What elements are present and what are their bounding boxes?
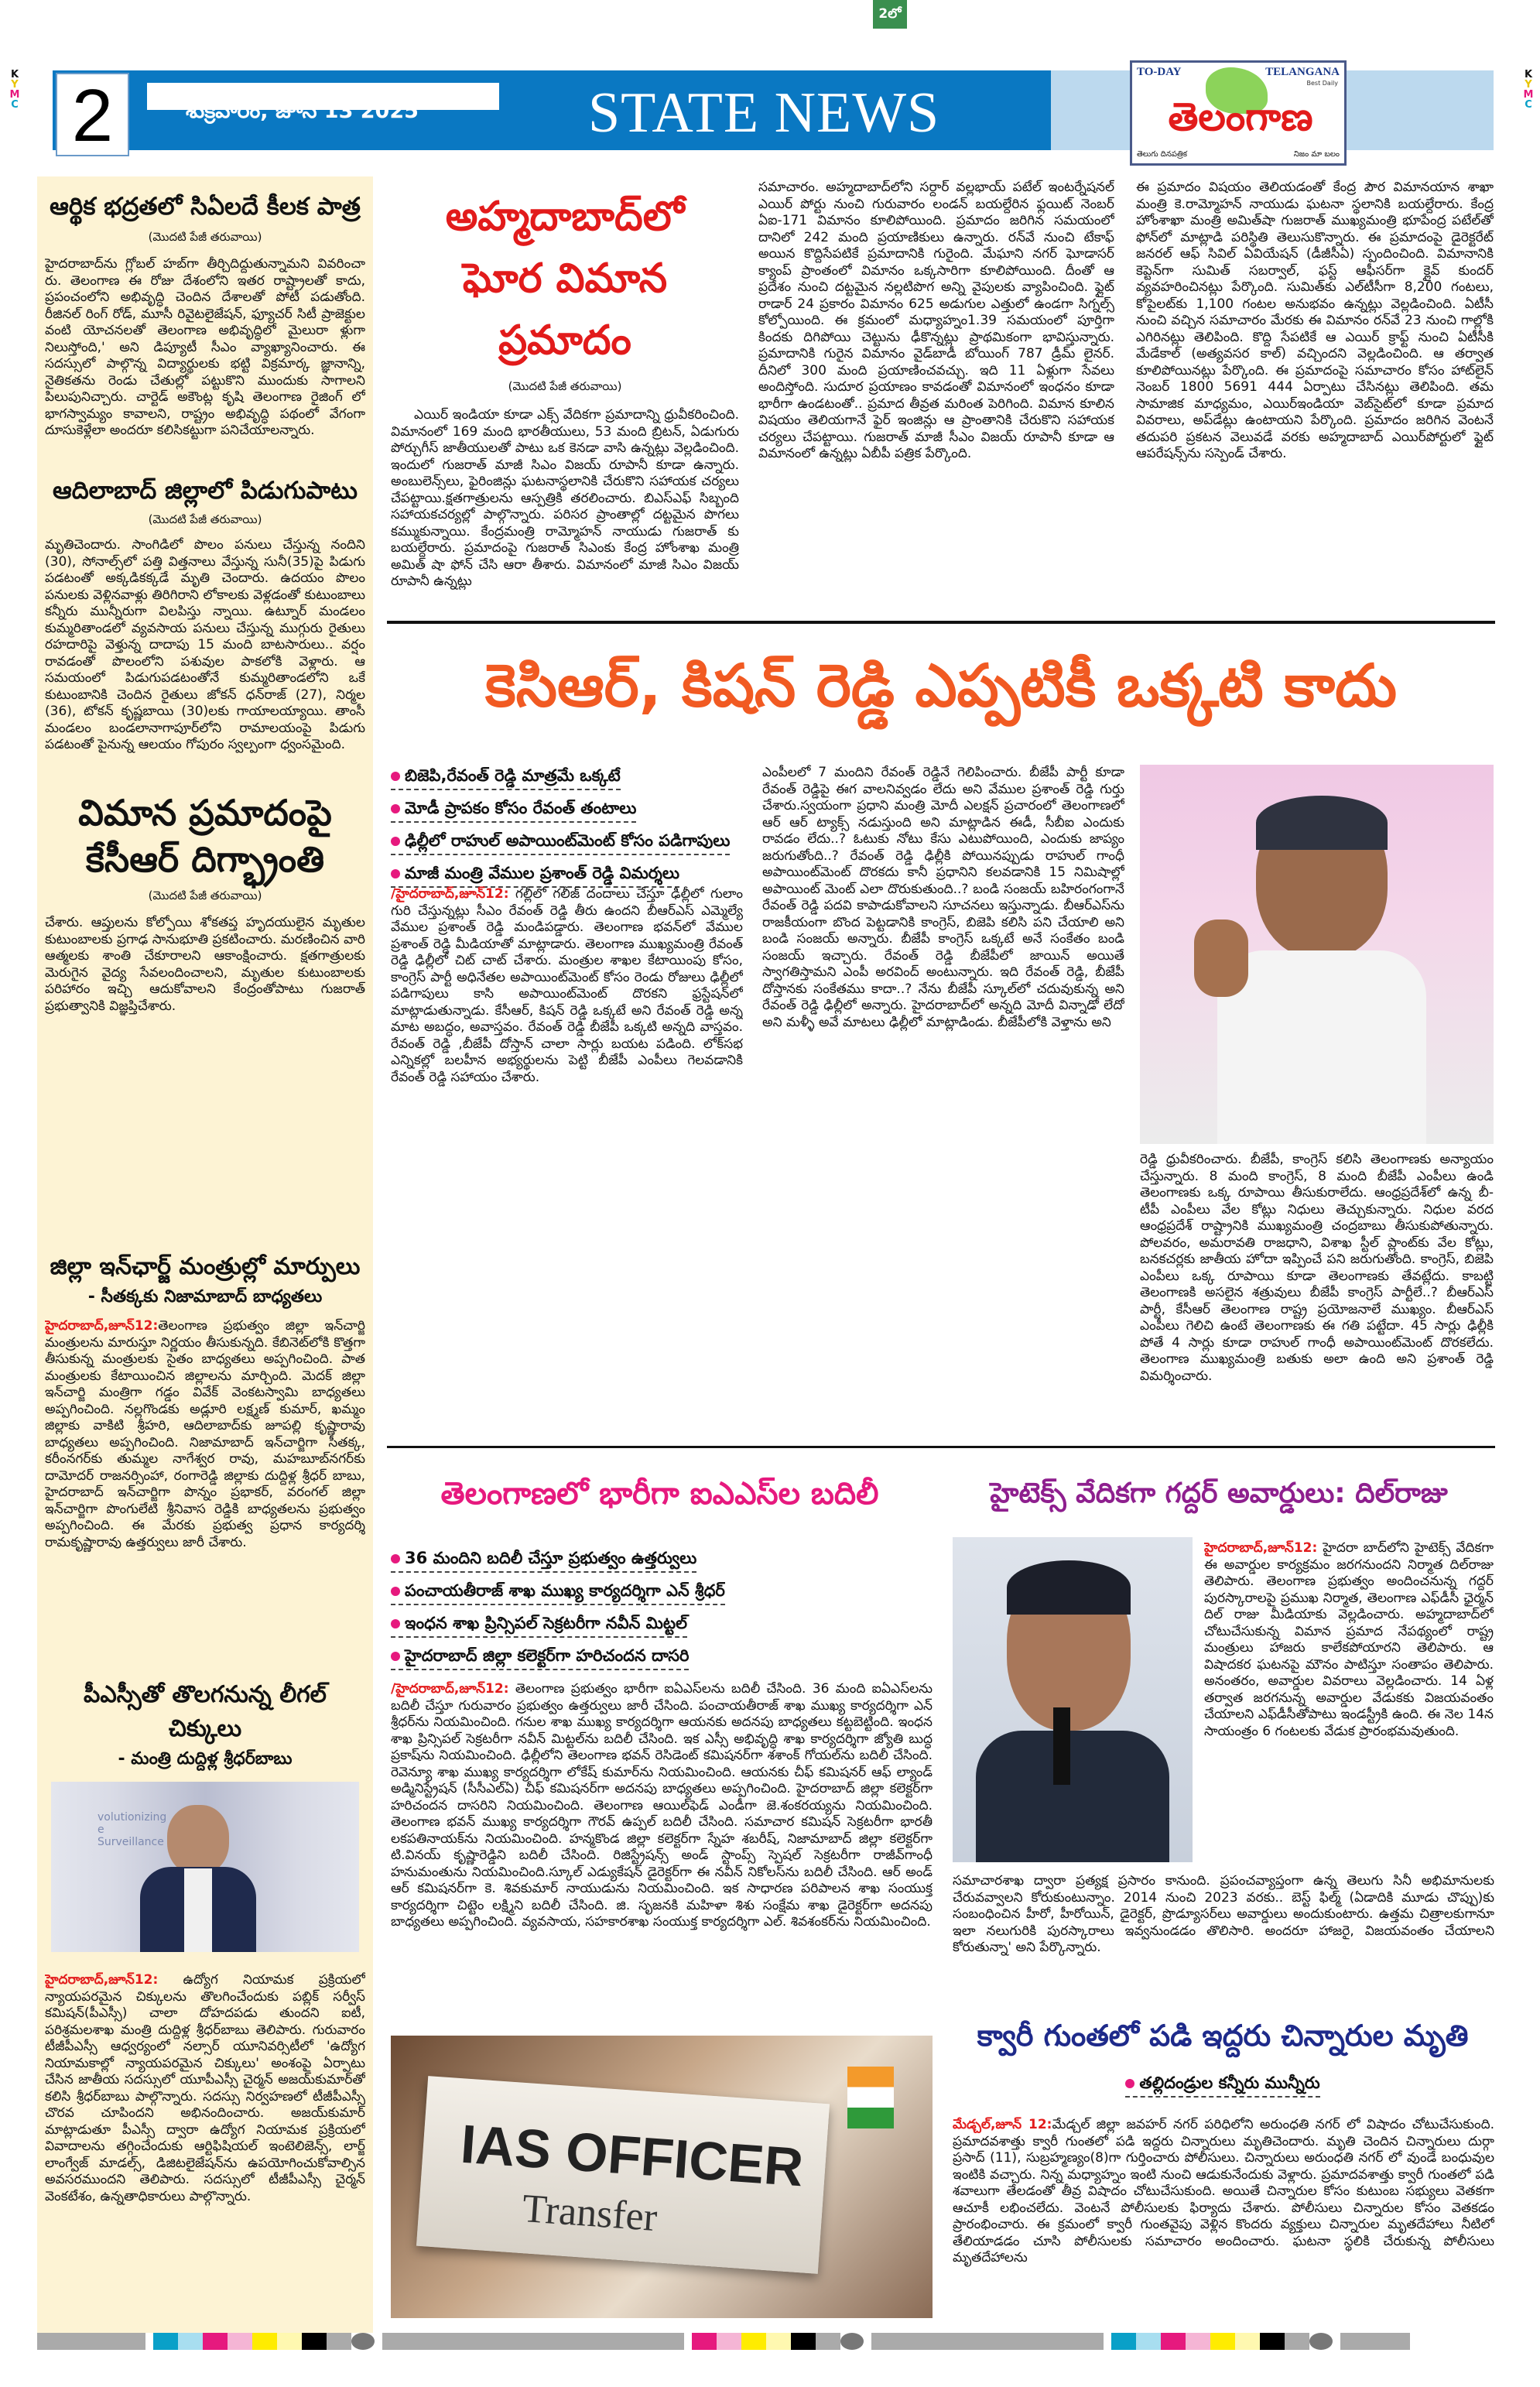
kcr-body-col1: /హైదరాబాద్,జూన్12: గల్లీలో గలీజ్ దందాలు చేస్తూ ఢిల్లీలో గులాం గురి చేస్తున్నట్లు సీఎం రేవంత్ రెడ్డి తీరు ఉందని బీఆర్ఎస్ ఎమ్మెల్యే వేముల ప్రశాంత్ రెడ్డి మండిపడ్డారు. తెలంగాణ భవన్‌లో వేముల ప్రశాంత్ రెడ్డి మీడియాతో మాట్లాడారు. తెలంగాణ ముఖ్యమంత్రి రేవంత్ రెడ్డి ఢిల్లీలో చిట్ చాట్ చేశారు. మంత్రుల శాఖల కేటాయింపు కోసం, కాంగ్రెస్ పార్టీ అధినేతల అపాయింట్‌మెంట్ కోసం రెండు రోజులు ఢిల్లీలో పడిగాపులు కాసి అపాయింట్‌మెంట్ దొరకని ఫ్రస్టేషన్‌లో మాట్లాడుతున్నాడు. కేసీఆర్, కిషన్ రెడ్డి ఒక్కటే అని రేవంత్ రెడ్డి అన్న మాట అబద్ధం, అవాస్తవం. రేవంత్ రెడ్డి బీజేపీ ఒక్కటి అన్నది వాస్తవం. రేవంత్ రెడ్డి ,బీజేపీ దోస్తాన్ చాలా సార్లు బయట పడింది. లోక్‌సభ ఎన్నికల్లో బలహీన అభ్యర్థులను పెట్టి బీజేపీ ఎంపీలు గెలవడానికి రేవంత్ రెడ్డి సహాయం చేశారు.: [391, 886, 743, 1085]
ias-bullets: [391, 1545, 933, 1675]
article-body: ఎయిర్ ఇండియా కూడా ఎక్స్ వేదికగా ప్రమాదాన్ని ధ్రువీకరించింది. విమానంలో 169 మంది భారతీయులు, 53 మంది బ్రిటన్, ఏడుగురు పోర్చుగీస్ జాతీయులతో పాటు ఒక కెనడా వాసి ఉన్నట్లు వెల్లడించింది. ఇందులో గుజరాత్ మాజీ సిఎం విజయ్ రూపానీ కూడా ఉన్నారు. అంబులెన్స్‌లు, ఫైరింజిన్లు ఘటనాస్థలానికి చేరుకొని సహాయక చర్యలు చేపట్టాయి.క్షతగాత్రులను ఆస్పత్రికి తరలించారు. బిఎస్‌ఎఫ్ సిబ్బంది సహాయకచర్యల్లో పాల్గొన్నారు. పరిసర ప్రాంతాల్లో దట్టమైన పొగలు కమ్ముకున్నాయి. కేంద్రమంత్రి రామ్మోహన్ నాయుడు గుజరాత్ కు బయల్దేరారు. ప్రమాదంపై గుజరాత్ సిఎంకు కేంద్ర హోంశాఖ మంత్రి అమిత్ షా ఫోన్ చేసి ఆరా తీశారు. విమానంలో మాజీ సిఎం విజయ్ రూపానీ ఉన్నట్లు: [391, 407, 739, 589]
subheadline: - మంత్రి దుద్దిళ్ల శ్రీధర్‌బాబు: [118, 1749, 293, 1769]
article-body: తెలంగాణ ప్రభుత్వం జిల్లా ఇన్‌చార్జి మంత్రులను మారుస్తూ నిర్ణయం తీసుకున్నది. కేబినెట్‌లోకి కొత్తగా తీసుకున్న మంత్రులకు సైతం బాధ్యతలు అప్పగించింది. పాత మంత్రులకు కేటాయించిన జిల్లాలను మార్చింది. మెదక్ జిల్లా ఇన్‌చార్జి మంత్రిగా గడ్డం వివేక్ వెంకటస్వామి బాధ్యతలు అప్పగించింది. నల్లగొండకు అడ్లూరి లక్ష్మణ్ కుమార్, ఖమ్మం జిల్లాకు వాకిటి శ్రీహరి, ఆదిలాబాద్‌కు జూపల్లి కృష్ణారావు బాధ్యతలు అప్పగించింది. నిజామాబాద్ ఇన్‌చార్జిగా సీతక్క, కరీంనగర్‌కు తుమ్మల నాగేశ్వర రావు, మహబూబ్‌నగర్‌కు దామోదర్ రాజనర్సింహా, రంగారెడ్డి జిల్లాకు దుద్దిళ్ల శ్రీధర్ బాబు, హైదరాబాద్ ఇన్‌చార్జిగా పొన్నం ప్రభాకర్, వరంగల్ జిల్లా ఇన్‌చార్జిగా పొంగులేటి శ్రీనివాస రెడ్డికి బాధ్యతలను ప్రభుత్వం అప్పగించింది. ఈ మేరకు ప్రభుత్వ ప్రధాన కార్యదర్శి రామకృష్ణారావు ఉత్తర్వులు జారీ చేశారు.: [45, 1318, 365, 1550]
headline-gaddar-awards: హైటెక్స్ వేదికగా గద్దర్ అవార్డులు: దిల్‌రాజు: [990, 1478, 1448, 1509]
quarry-body: మేడ్చల్,జూన్ 12:మేడ్చల్ జిల్లా జవహర్ నగర్ పరిధిలోని అరుంధతి నగర్ లో విషాదం చోటుచేసుకుంది. ప్రమాదవశాత్తు క్వారీ గుంతలో పడి ఇద్దరు చిన్నారులు మృతిచెందారు. మృతి చెందిన చిన్నారులు దుర్గా ప్రసాద్ (11), సుబ్రహ్మణ్యం(8)గా గుర్తించారు పోలీసులు. చిన్నారులు అరుంధతి నగర్ లో వుండే బంధువుల ఇంటికి వచ్చారు. నిన్న మధ్యాహ్నం ఇంటి నుంచి ఆడుకునేందుకు వెళ్లారు. ప్రమాదవశాత్తు క్వారీ గుంతలో పడి శవాలుగా తేలడంతో తీవ్ర విషాదం చోటుచేసుకుంది. అయితే చిన్నారుల కోసం కుటుంబ సభ్యులు వెతకగా ఆచూకీ లభించలేదు. వెంటనే పోలీసులకు ఫిర్యాదు చేశారు. పోలీసులు చిన్నారుల కోసం వెతకడం ప్రారంభించారు. ఈ క్రమంలో క్వారీ గుంతవైపు వెళ్లిన కొందరు వ్యక్తులు చిన్నారుల మృతదేహాలు నీటిలో తేలియాడడం చూసి పోలీసులకు సమాచారం అందించారు. ఘటనా స్థలికి చేరుకున్న పోలీసులు మృతదేహాలను: [953, 2117, 1494, 2265]
section-title: STATE NEWS: [588, 81, 940, 145]
headline: జిల్లా ఇన్‌ఛార్జ్ మంత్రుల్లో మార్పులు: [50, 1253, 361, 1280]
kcr-body-col2: ఎంపీలలో 7 మందిని రేవంత్ రెడ్డినే గెలిపించారు. బీజేపీ పార్టీ కూడా రేవంత్ రెడ్డిపై ఈగ వాలనివ్వడం లేదు అని వేముల ప్రశాంత్ రెడ్డి గుర్తు చేశారు.స్వయంగా ప్రధాని మంత్రి మోదీ ఎలక్షన్ ప్రచారంలో తెలంగాణలో ఆర్ ఆర్ ట్యాక్స్ నడుస్తుంది అని మాట్లాడిన ఈడీ, సీబీఐ ఎందుకు రావడం లేదు..? ఓటుకు నోటు కేసు ఎటుపోయింది, ఎందుకు జాప్యం జరుగుతోంది..? రేవంత్ రెడ్డి ఢిల్లీకి పోయినప్పుడు రాహుల్ గాంధీ అపాయింట్‌మెంట్ దొరకదు కానీ ప్రధానిని కలవడానికి 15 నిమిషాల్లో అపాయింట్ మెంట్ ఎలా దొరుకుతుంది..? బండి సంజయ్ బహిరంగంగానే రేవంత్ రెడ్డి పదవి కాపాడుకోవాలని సూచనలు ఇస్తున్నాడు. బీఆర్ఎస్‌ను రాజకీయంగా బొంద పెట్టడానికి కాంగ్రెస్, బిజెపి కలిసి పని చేయాలి అని బండి సంజయ్ అన్నారు. బీజేపీ కాంగ్రెస్ ఒక్కటే అనే సంకేతం బండి సంజయ్ ఇచ్చారు. రేవంత్ రెడ్డి బీజేపీలో జాయిన్ అయితే స్వాగతిస్తామని ఎంపీ అరవింద్ అంటున్నారు. ఇది రేవంత్ రెడ్డి, బీజేపీ దోస్తానకు సంకేతము కాదా..? నేను బీజేపీ స్కూల్‌లో చదువుకున్న అని రేవంత్ రెడ్డి ఢిల్లీలో అన్నారు. హైదరాబాద్‌లో అన్నది మోదీ విన్నాడో లేదో అని మళ్ళీ అవే మాటలు ఢిల్లీలో మాట్లాడిండు. బీజేపీలోకి వెళ్తాను అని: [762, 765, 1124, 1030]
article-ca-role: [45, 190, 365, 450]
bullet-item: ఢిల్లీలో రాహుల్ అపాయింట్‌మెంట్ కోసం పడిగాపులు: [391, 827, 730, 855]
subheadline: - సీతక్కకు నిజామాబాద్ బాధ్యతలు: [87, 1287, 323, 1307]
bullet-item: బిజెపి,రేవంత్ రెడ్డి మాత్రమే ఒక్కటే: [391, 762, 621, 790]
kcr-bullets: [391, 762, 747, 892]
bullet-dot-icon: [391, 804, 400, 813]
continued-label: (మొదటి పేజీ తరువాయి): [148, 889, 262, 902]
dateline: మేడ్చల్,జూన్ 12:: [953, 2117, 1052, 2132]
vemula-prashanth-reddy-photo: [1140, 765, 1494, 1144]
page-number: 2: [56, 73, 129, 156]
bullet-item: మోడీ ప్రాపకం కోసం రేవంత్ తంటాలు: [391, 795, 636, 823]
cmyk-registration-mark-right: K Y M C: [1523, 69, 1534, 111]
newspaper-logo: TO-DAY TELANGANA Best Daily తెలంగాణ తెలుగు దినపత్రిక నిజం మా బలం: [1130, 60, 1347, 166]
bullet-item: ఇంధన శాఖ ప్రిన్సిపల్ సెక్రటరీగా నవీన్ మిట్టల్: [391, 1610, 687, 1638]
article-incharge-ministers: [45, 1250, 365, 1647]
article-body: హైదరాబాద్‌ను గ్లోబల్ హబ్‌గా తీర్చిదిద్దుతున్నామని వివరించా రు. తెలంగాణ ఈ రోజు దేశంలోని ఇతర రాష్ట్రాలతో కాదు, ప్రపంచంలోని అభివృద్ధి చెందిన దేశాలతో పోటీ పడుతోంది. రీజినల్ రింగ్ రోడ్, మూసీ రివైటలైజేషన్, ఫ్యూచర్ సిటీ ప్రాజెక్టుల వంటి యోచనలతో తెలంగాణ అభివృద్ధిలో మైలురా ళ్లుగా నిలుస్తోంది,' అని డిప్యూటీ సీఎం వ్యాఖ్యానించారు. ఈ సదస్సులో పాల్గొన్న విద్యార్థులకు భట్టి విక్రమార్క జ్ఞానాన్ని, నైతికతను రెండు చేతుల్లో పట్టుకొని ముందుకు సాగాలని పిలుపునిచ్చారు. చార్టెడ్ అకౌంట్ల కృషి తెలంగాణ రైజింగ్ లో భాగస్వామ్యం కావాలని, రాష్ట్రం అభివృద్ధి పథంలో వేగంగా దూసుకెళ్లేలా అందరూ కలిసికట్టుగా పనిచేయాలన్నారు.: [45, 256, 365, 438]
ias-body: /హైదరాబాద్,జూన్12: తెలంగాణ ప్రభుత్వం భారీగా ఐఏఎస్‌లను బదిలీ చేసింది. 36 మంది ఐఏఎస్‌లను బదిలీ చేస్తూ గురువారం ప్రభుత్వం ఉత్తర్వులు జారీ చేసింది. పంచాయతీరాజ్ శాఖ ముఖ్య కార్యదర్శిగా ఎన్ శ్రీధర్‌ను నియమించింది. గనుల శాఖ ముఖ్య కార్యదర్శిగా ఆయనకు అదనపు బాధ్యతలు కట్టబెట్టింది. ఇంధన శాఖ ప్రిన్సిపల్ సెక్రటరీగా నవీన్ మిట్టల్‌ను బదిలీ చేసింది. ఇక ఎస్సీ అభివృద్ధి శాఖ కార్యదర్శిగా జ్యోతి బుద్ధ ప్రకాష్‌ను నియమించింది. ఢిల్లీలోని తెలంగాణ భవన్ రెసిడెంట్ కమిషనర్‌గా శశాంక్ గోయల్‌ను బదిలీ చేసింది. రెవెన్యూ శాఖ ముఖ్య కార్యదర్శిగా లోకేష్ కుమార్‌ను నియమించింది. ఆయనకు చీఫ్ కమిషనర్ ఆఫ్ ల్యాండ్ అడ్మినిస్ట్రేషన్ (సీసీఎల్‌ఏ) చీఫ్ కమిషనర్‌గా అదనపు బాధ్యతలు అప్పగించింది. హైదరాబాద్ జిల్లా కలెక్టర్‌గా హరిచందన దాసరిని నియమించింది. తెలంగాణ ఆయిల్‌ఫెడ్ ఎండీగా జె.శంకరయ్యను నియమించింది. తెలంగాణ భవన్ ముఖ్య కార్యదర్శిగా గౌరవ్ ఉప్పల్ బదిలీ చేసింది. సమాచార కమిషన్ సెక్రటరీగా భారతీ లకపతినాయక్‌ను నియమించింది. హన్మకొండ జిల్లా కలెక్టర్‌గా స్నేహ శబరీష్, నిజామాబాద్ జిల్లా కలెక్టర్‌గా టి.వినయ్ కృష్ణారెడ్డిని బదిలీ చేసింది. రిజిస్ట్రేషన్స్ అండ్ స్టాంప్స్ స్పెషల్ సెక్రటరీగా రాజీవ్‌గాంధీ హనుమంతును నియమించింది.స్కూల్ ఎడ్యుకేషన్ డైరెక్టర్‌గా ఈ నవీన్ నికోలస్‌ను బదిలీ చేసింది. ఆర్ అండ్ ఆర్ కమిషనర్‌గా కె. శివకుమార్ నాయుడును నియమించింది. ఇక సాధారణ పరిపాలన శాఖ సంయుక్త కార్యదర్శిగా చిట్టెం లక్ష్మిని బదిలీ చేసింది. జి. సృజనకి మహిళా శిశు సంక్షేమ శాఖ డైరెక్టర్‌గా అదనపు బాధ్యతలు అప్పగించింది. వ్యవసాయ, సహకారశాఖ సంయుక్త కార్యదర్శిగా ఎల్. శివశంకర్‌ను నియమించింది.: [391, 1681, 933, 1930]
headline: ఆదిలాబాద్ జిల్లాలో పిడుగుపాటు: [53, 477, 358, 505]
issue-date: శుక్రవారం, జూన్ 13 2025: [186, 99, 419, 123]
bullet-dot-icon: [391, 1587, 400, 1596]
section-divider: [387, 1446, 1495, 1448]
kcr-body-col3: రెడ్డి ధ్రువీకరించారు. బీజేపీ, కాంగ్రెస్ కలిసి తెలంగాణకు అన్యాయం చేస్తున్నారు. 8 మంది కాంగ్రెస్, 8 మంది బీజేపీ ఎంపీలు ఉండి తెలంగాణకు ఒక్క రూపాయి తీసుకురాలేదు. ఆంధ్రప్రదేశ్‌లో ఉన్న బీ-టీపీ ఎంపీలు వేల కోట్లు నిధులు తెచ్చుకున్నారు. నిధుల వరద ఆంధ్రప్రదేశ్ రాష్ట్రానికి ముఖ్యమంత్రి చంద్రబాబు తీసుకుపోతున్నారు. పోలవరం, అమరావతి రాజధాని, విశాఖ స్టీల్ ప్లాంట్‌కు వేల కోట్లు, బనకచర్లకు జాతీయ హోదా ఇప్పించే పని జరుగుతోంది. కాంగ్రెస్, బిజెపి ఎంపీలు ఒక్క రూపాయి కూడా తెలంగాణకు తేవట్లేదు. కాబట్టి తెలంగాణకి అసలైన శత్రువులు బీజేపీ కాంగ్రెస్ పార్టీలే..? బీఆర్ఎస్ పార్టీ, కేసీఆర్ తెలంగాణ రాష్ట్ర ప్రయోజనాలే ముఖ్యం. బీఆర్ఎస్ ఎంపీలు గెలిచి ఉంటే తెలంగాణకు ఈ గతి పట్టేదా. 45 సార్లు ఢిల్లీకి పోతే 4 సార్లు కూడా రాహుల్ గాంధీ అపాయింట్‌మెంట్ దొరకలేదు. తెలంగాణ ముఖ్యమంత్రి బతుకు అలా ఉంది అని ప్రశాంత్ రెడ్డి విమర్శించారు.: [1140, 1152, 1494, 1384]
print-color-bar: [37, 2333, 1495, 2350]
headline-kcr-kishan-reddy: కెసిఆర్, కిషన్ రెడ్డి ఎప్పటికీ ఒక్కటి కాదు: [484, 651, 1398, 720]
article-body: మృతిచెందారు. సాంగిడిలో పొలం పనులు చేస్తున్న నందిని (30), సోనాల్స్‌లో పత్తి విత్తనాలు వేస్తున్న సునీ(35)పై పిడుగు పడటంతో అక్కడికక్కడే మృతి చెందారు. ఉదయం పొలం పనులకు వెళ్లినవాళ్లు తిరిగిరాని లోకాలకు వెళ్లడంతో కుటుంబాలు కన్నీరు మున్నీరుగా విలపిస్తు న్నాయి. ఉట్నూర్ మండలం కుమ్మరితాండలో వ్యవసాయ పనులు చేస్తున్న ముగ్గురు రైతులు రహదారిపై వెళ్తున్న దాదాపు 15 మంది బాటసారులు.. వర్షం రావడంతో పొలంలోని పశువుల పాకలోకి వెళ్లారు. ఆ సమయంలో పిడుగుపడటంతోనే కుమ్మరితాండలోని ఒకే కుటుంబానికి చెందిన రైతులు జోకన్ ధన్‌రాజ్ (27), నిర్మల (36), టోకన్ కృష్ణబాయి (30)లకు గాయాలయ్యాయి. తాంసీ మండలం బండలానాగాపూర్‌లోని రామాలయంపై పిడుగు పడటంతో పైనున్న ఆలయం గోపురం స్వల్పంగా ధ్వంసమైంది.: [45, 537, 365, 752]
continued-label: (మొదటి పేజీ తరువాయి): [148, 512, 262, 526]
section-divider: [387, 621, 1495, 624]
dateline: /హైదరాబాద్,జూన్12:: [391, 886, 509, 902]
article-kcr-shock: [45, 789, 365, 1201]
dil-raju-photo: [953, 1537, 1193, 1862]
headline-quarry-deaths: క్వారీ గుంతలో పడి ఇద్దరు చిన్నారుల మృతి: [977, 2019, 1469, 2053]
bullet-dot-icon: [391, 1619, 400, 1628]
continued-label: (మొదటి పేజీ తరువాయి): [508, 379, 622, 393]
page-badge: 2లో: [873, 0, 907, 29]
ias-officer-nameplate-image: IAS OFFICER Transfer: [391, 2036, 933, 2318]
headline: ఆర్థిక భద్రతలో సిఏలదే కీలక పాత్ర: [50, 193, 361, 221]
bullet-item: పంచాయతీరాజ్ శాఖ ముఖ్య కార్యదర్శిగా ఎన్ శ్రీధర్: [391, 1577, 725, 1605]
continued-label: (మొదటి పేజీ తరువాయి): [148, 230, 262, 244]
cmyk-registration-mark-left: K Y M C: [9, 69, 20, 111]
article-body-col2: సమాచారం. అహ్మదాబాద్‌లోని సర్దార్ వల్లభాయ్ పటేల్ ఇంటర్నేషనల్ ఎయిర్ పోర్టు నుంచి గురువారం లండన్ బయల్దేరిన ఫ్లయిట్ నెంబర్ ఏఐ-171 విమానం కూలిపోయింది. ప్రమాదం జరిగిన సమయంలో దానిలో 242 మంది ప్రయాణికులు ఉన్నారు. రన్‌వే నుంచి టేకాఫ్ అయిన కొద్దిసేపటికే ప్రమాదానికి గురైంది. మేఘాని నగర్ ఘోడాసర్ క్యాంప్ ప్రాంతంలో విమానం ఒక్కసారిగా కూలిపోయింది. దీంతో ఆ ప్రదేశం నుంచి దట్టమైన నల్లటిపొగ అన్ని వైపులకు వ్యాపించింది. ఫ్లైట్ రాడార్ 24 ప్రకారం విమానం 625 అడుగుల ఎత్తులో ఉండగా సిగ్నల్స్ కోల్పోయింది. ఈ క్రమంలో మధ్యాహ్నం1.39 సమయంలో పూర్తిగా కిందకు దిగిపోయి చెట్టును ఢీకొన్నట్లు ప్రాథమికంగా భావిస్తున్నారు. ప్రమాదానికి గురైన విమానం వైడ్‌బాడీ బోయింగ్ 787 డ్రీమ్ లైనర్. దీనిలో 300 మంది ప్రయాణించవచ్చు. ఇది 11 ఏళ్లుగా సేవలు అందిస్తోంది. సుదూర ప్రయాణం కావడంతో విమానంలో ఇంధనం కూడా భారీగా ఉండటంతో.. ప్రమాద తీవ్రత మరింత పెరిగింది. విమాన కూలిన విషయం తెలియగానే ఫైర్ ఇంజిన్లు ఆ ప్రాంతానికి చేరుకొని సహాయక చర్యలు చేపట్టాయి. గుజరాత్ మాజీ సీఎం విజయ్ రూపానీ కూడా ఆ విమానంలో ఉన్నట్లు ఏబీపీ పత్రిక పేర్కొంది.: [758, 180, 1114, 461]
quarry-subhead: తల్లిదండ్రుల కన్నీరు మున్నీరు: [948, 2070, 1497, 2102]
article-adilabad-lightning: [45, 474, 365, 769]
bullet-dot-icon: [1125, 2079, 1134, 2088]
gaddar-body-continued: సమాచారశాఖ ద్వారా ప్రత్యక్ష ప్రసారం కానుంది. ప్రపంచవ్యాప్తంగా ఉన్న తెలుగు సినీ అభిమానులకు చేరువవ్వాలని కోరుకుంటున్నాం. 2014 నుంచి 2023 వరకు.. బెస్ట్ ఫిల్మ్ (ఏడాదికి మూడు చొప్పు)కు సంబంధించిన హీరో, హీరోయిన్, డైరెక్టర్, ప్రొడ్యూసర్‌లు అవార్డులు అందుకుంటారు. ఉత్తమ చిత్రాలకుగానూ ఇలా నలుగురికి పురస్కారాలు ఇవ్వనుండడం తొలిసారి. అందరూ హాజరై, విజయవంతం చేయాలని కోరుతున్నా' అని పేర్కొన్నారు.: [953, 1873, 1494, 1955]
article-body: ఉద్యోగ నియామక ప్రక్రియలో న్యాయపరమైన చిక్కులను తొలగించేందుకు పబ్లిక్ సర్వీస్ కమిషన్(పీఎస్సీ) చాలా దోహదపడు తుందని ఐటీ, పరిశ్రమలశాఖ మంత్రి దుద్దిళ్ల శ్రీధర్‌బాబు తెలిపారు. గురువారం టీజీపీఎస్సీ ఆధ్వర్యంలో నల్సార్ యూనివర్సిటీలో 'ఉద్యోగ నియామకాల్లో న్యాయపరమైన చిక్కులు' అంశంపై ఏర్పాటు చేసిన జాతీయ సదస్సులో యూపీఎస్సీ చైర్మన్ అజయ్‌కుమార్‌తో కలిసి శ్రీధర్‌బాబు పాల్గొన్నారు. సదస్సు నిర్వహణలో టీజీపీఎస్సీ చొరవ చూపిందని అభినందించారు. అజయ్‌కుమార్ మాట్లాడుతూ పీఎస్సీ ద్వారా ఉద్యోగ నియామక ప్రక్రియలో వివాదాలను తగ్గించేందుకు ఆర్టిఫిషియల్ ఇంటెలిజెన్స్, లార్జ్ లాంగ్వేజ్ మాడల్స్, డిజిటలైజేషన్‌ను ఉపయోగించుకోవాల్సిన అవసరముందని తెలిపారు. సదస్సులో టీజీపీఎస్సీ చైర్మన్ వెంకటేశం, ఉన్నతాధికారులు పాల్గొన్నారు.: [45, 1972, 365, 2204]
bullet-item: హైదరాబాద్ జిల్లా కలెక్టర్‌గా హరిచందన దాసరి: [391, 1642, 689, 1670]
headline: అహ్మదాబాద్‌లో ఘోర విమాన ప్రమాదం: [445, 193, 685, 364]
headline: విమాన ప్రమాదంపై కేసీఆర్ దిగ్భ్రాంతి: [78, 792, 332, 880]
article-body-col3: ఈ ప్రమాదం విషయం తెలియడంతో కేంద్ర పౌర విమానయాన శాఖా మంత్రి కె.రామ్మోహన్ నాయుడు ఘటనా స్థలానికి బయల్దేరారు. కేంద్ర హోంశాఖా మంత్రి అమిత్‌షా గుజరాత్ ముఖ్యమంత్రి భూపేంద్ర పటేల్‌తో ఫోన్‌లో మాట్లాడి పరిస్థితి తెలుసుకొన్నారు. ఈ ప్రమాదంపై డైరెక్టరేట్ జనరల్ ఆఫ్ సివిల్ ఏవియేషన్ (డీజీసీఏ) స్పందించింది. విమానానికి కెప్టెన్‌గా సుమిత్ సబర్వాల్, ఫస్ట్ ఆఫీసర్‌గా క్లైవ్ కుందర్ వ్యవహరించినట్లు పేర్కొంది. సుమిత్‌కు ఎల్‌టీసీగా 8,200 గంటలు, కోపైలట్‌కు 1,100 గంటల అనుభవం ఉన్నట్లు వెల్లడించింది. ఏటీసీ నుంచి వచ్చిన సమాచారం మేరకు ఈ విమానం రన్‌వే 23 నుంచి గాల్లోకి ఎగిరినట్లు తెలిపింది. కొద్ది సేపటికే ఆ ఎయిర్ క్రాఫ్ట్ నుంచి ఏటీసీకి మేడేకాల్ (అత్యవసర కాల్) వచ్చిందని వెల్లడించింది. ఆ తర్వాత కూలిపోయినట్లు పేర్కొంది. ఈ ప్రమాదంపై సమాచారం కోసం హాట్‌లైన్ నెంబర్ 1800 5691 444 ఏర్పాటు చేసినట్లు తెలిపింది. తమ సామాజిక మాధ్యమం, ఎయిర్‌ఇండియా వెబ్‌సైట్‌లో కూడా ప్రమాద వివరాలు, అప్‌డేట్లు ఉంటాయని పేర్కొంది. ప్రమాదం జరిగిన వెంటనే తదుపరి ప్రకటన వెలువడే వరకు అహ్మదాబాద్ ఎయిర్‌పోర్టులో ఫ్లైట్ ఆపరేషన్స్‌ను సస్పెండ్ చేశారు.: [1136, 180, 1494, 461]
headline-ias-transfers: తెలంగాణలో భారీగా ఐఎఎస్‌ల బదిలీ: [440, 1476, 879, 1512]
bullet-dot-icon: [391, 772, 400, 781]
bullet-dot-icon: [391, 869, 400, 878]
bullet-item: మాజీ మంత్రి వేముల ప్రశాంత్ రెడ్డి విమర్శలు: [391, 860, 679, 888]
minister-sridhar-babu-photo: volutionizing e Surveillance: [51, 1782, 359, 1952]
article-ahmedabad-crash: [391, 186, 739, 674]
bullet-dot-icon: [391, 1652, 400, 1661]
dateline: హైదరాబాద్,జూన్12:: [1204, 1540, 1318, 1556]
bullet-dot-icon: [391, 837, 400, 846]
headline: పీఎస్సీతో తొలగనున్న లీగల్ చిక్కులు: [84, 1681, 327, 1742]
bullet-item: 36 మందిని బదిలీ చేస్తూ ప్రభుత్వం ఉత్తర్వులు: [391, 1545, 696, 1573]
article-psc-legal: [45, 1678, 365, 2344]
dateline: /హైదరాబాద్,జూన్12:: [391, 1681, 509, 1697]
article-body: చేశారు. ఆప్తులను కోల్పోయి శోకతప్త హృదయులైన మృతుల కుటుంబాలకు ప్రగాఢ సానుభూతి ప్రకటించారు. మరణించిన వారి ఆత్మలకు శాంతి చేకూరాలని ఆకాంక్షించారు. క్షతగాత్రులకు మెరుగైన వైద్య సేవలందించాలని, మృతుల కుటుంబాలకు పరిహారం ఇచ్చి ఆదుకోవాలని కేంద్రంతోపాటు గుజరాత్ ప్రభుత్వానికి విజ్ఞప్తిచేశారు.: [45, 915, 365, 1014]
dateline: హైదరాబాద్,జూన్12:: [45, 1318, 159, 1334]
dateline: హైదరాబాద్,జూన్12:: [45, 1972, 159, 1988]
bullet-dot-icon: [391, 1554, 400, 1563]
gaddar-body: హైదరాబాద్,జూన్12: హైదరా బాద్‌లోని హైటెక్స్ వేదికగా ఈ అవార్డుల కార్యక్రమం జరగనుందని నిర్మాత దిల్‌రాజు తెలిపారు. తెలంగాణ ప్రభుత్వం అందించనున్న గద్దర్ పురస్కారాలపై ప్రముఖ నిర్మాత, తెలంగాణ ఎఫ్‌డీసీ ఛైర్మన్ దిల్ రాజు మీడియాకు వెల్లడించారు. అహ్మదాబాద్‌లో చోటుచేసుకున్న విమాన ప్రమాద నేపథ్యంలో రాష్ట్ర మంత్రులు హాజరు కాలేకపోయారని తెలిపారు. ఆ విషాదకర ఘటనపై మౌనం పాటిస్తూ సంతాపం తెలిపారు. అనంతరం, అవార్డుల వివరాలు వెల్లడించారు. 14 ఏళ్ల తర్వాత జరగనున్న అవార్డుల వేడుకకు విజయవంతం చేయాలని ఎఫ్‌డీసీతోపాటు ఇండస్ట్రీకి ఉంది. ఈ నెల 14న సాయంత్రం 6 గంటలకు వేడుక ప్రారంభమవుతుంది.: [1204, 1540, 1494, 1739]
